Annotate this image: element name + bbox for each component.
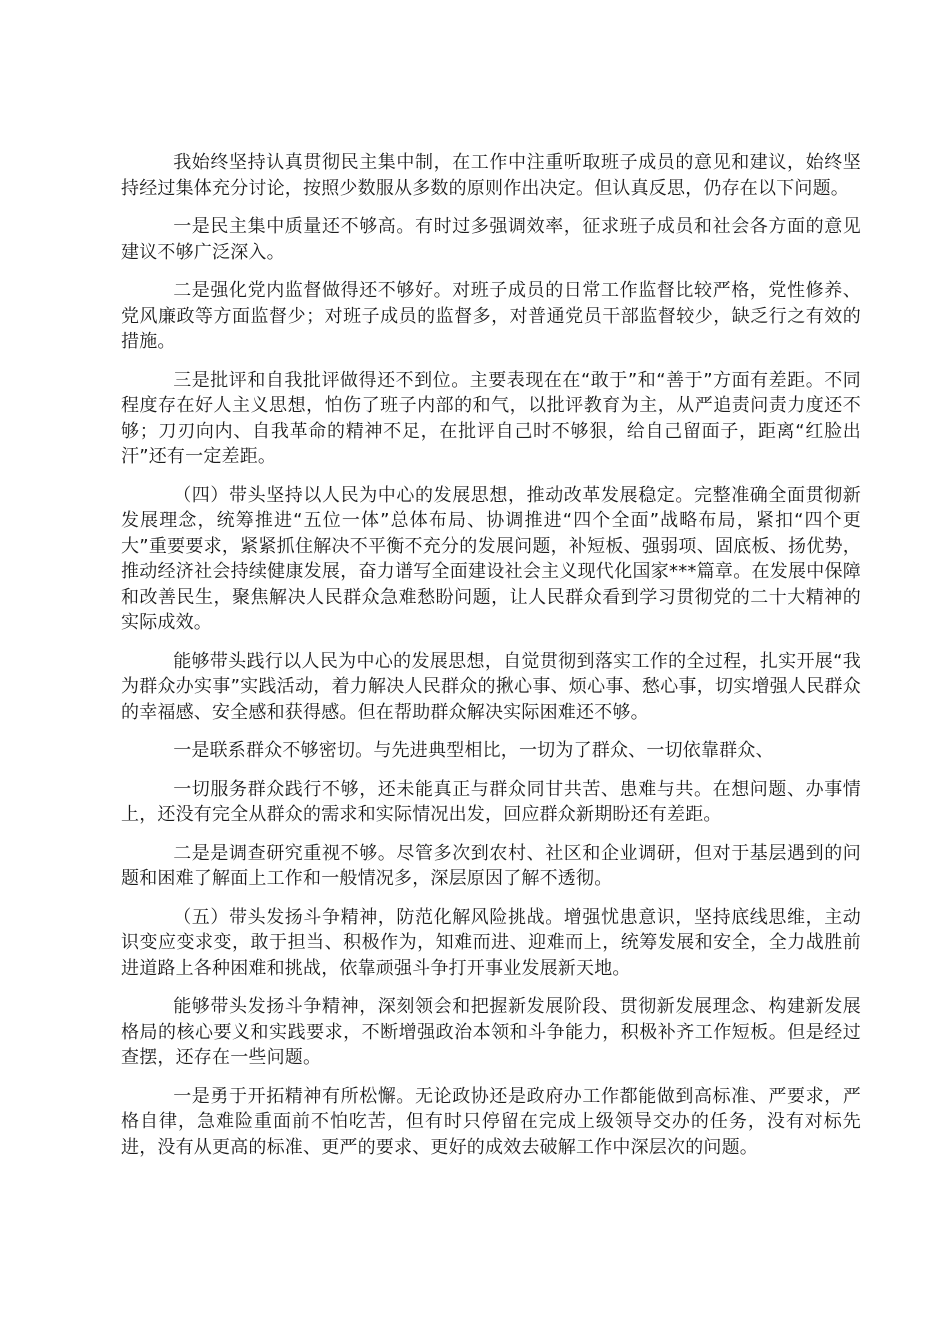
paragraph-issue-2: 二是强化党内监督做得还不够好。对班子成员的日常工作监督比较严格，党性修养、党风廉政等方面监督少；对班子成员的监督多，对普通党员干部监督较少，缺乏行之有效的措施。 [121, 280, 861, 352]
paragraph-struggle-spirit: 能够带头发扬斗争精神，深刻领会和把握新发展阶段、贯彻新发展理念、构建新发展格局的核心要义和实践要求，不断增强政治本领和斗争能力，积极补齐工作短板。但是经过查摆，还存在一些问题。 [121, 996, 861, 1068]
paragraph-democratic-centralism: 我始终坚持认真贯彻民主集中制，在工作中注重听取班子成员的意见和建议，始终坚持经过集体充分讨论，按照少数服从多数的原则作出决定。但认真反思，仍存在以下问题。 [121, 152, 861, 199]
paragraph-issue-masses-1: 一是联系群众不够密切。与先进典型相比，一切为了群众、一切依靠群众、 [173, 740, 774, 761]
paragraph-issue-masses-1-cont: 一切服务群众践行不够，还未能真正与群众同甘共苦、患难与共。在想问题、办事情上，还没有完全从群众的需求和实际情况出发，回应群众新期盼还有差距。 [121, 778, 861, 825]
paragraph-section-4: （四）带头坚持以人民为中心的发展思想，推动改革发展稳定。完整准确全面贯彻新发展理念，统筹推进“五位一体”总体布局、协调推进“四个全面”战略布局，紧扣“四个更大”重要要求，紧紧抓住解决不平衡不充分的发展问题，补短板、强弱项、固底板、扬优势，推动经济社会持续健康发展，奋力谱写全面建设社会主义现代化国家***篇章。在发展中保障和改善民生，聚焦解决人民群众急难愁盼问题，让人民群众看到学习贯彻党的二十大精神的实际成效。 [121, 484, 861, 633]
paragraph-issue-masses-2: 二是是调查研究重视不够。尽管多次到农村、社区和企业调研，但对于基层遇到的问题和困难了解面上工作和一般情况多，深层原因了解不透彻。 [121, 842, 861, 889]
paragraph-issue-1: 一是民主集中质量还不够高。有时过多强调效率，征求班子成员和社会各方面的意见建议不够广泛深入。 [121, 216, 861, 263]
paragraph-people-centered: 能够带头践行以人民为中心的发展思想，自觉贯彻到落实工作的全过程，扎实开展“我为群众办实事”实践活动，着力解决人民群众的揪心事、烦心事、愁心事，切实增强人民群众的幸福感、安全感和获得感。但在帮助群众解决实际困难还不够。 [121, 650, 861, 723]
paragraph-section-5: （五）带头发扬斗争精神，防范化解风险挑战。增强忧患意识，坚持底线思维，主动识变应变求变，敢于担当、积极作为，知难而进、迎难而上，统筹发展和安全，全力战胜前进道路上各种困难和挑战，依靠顽强斗争打开事业发展新天地。 [121, 906, 861, 979]
paragraph-issue-3: 三是批评和自我批评做得还不到位。主要表现在在“敢于”和“善于”方面有差距。不同程度存在好人主义思想，怕伤了班子内部的和气，以批评教育为主，从严追责问责力度还不够；刀刃向内、自我革命的精神不足，在批评自己时不够狠，给自己留面子，距离“红脸出汗”还有一定差距。 [121, 369, 861, 467]
paragraph-issue-pioneering: 一是勇于开拓精神有所松懈。无论政协还是政府办工作都能做到高标准、严要求，严格自律，急难险重面前不怕吃苦，但有时只停留在完成上级领导交办的任务，没有对标先进，没有从更高的标准、更严的要求、更好的成效去破解工作中深层次的问题。 [121, 1085, 861, 1158]
document-body [121, 150, 861, 1173]
